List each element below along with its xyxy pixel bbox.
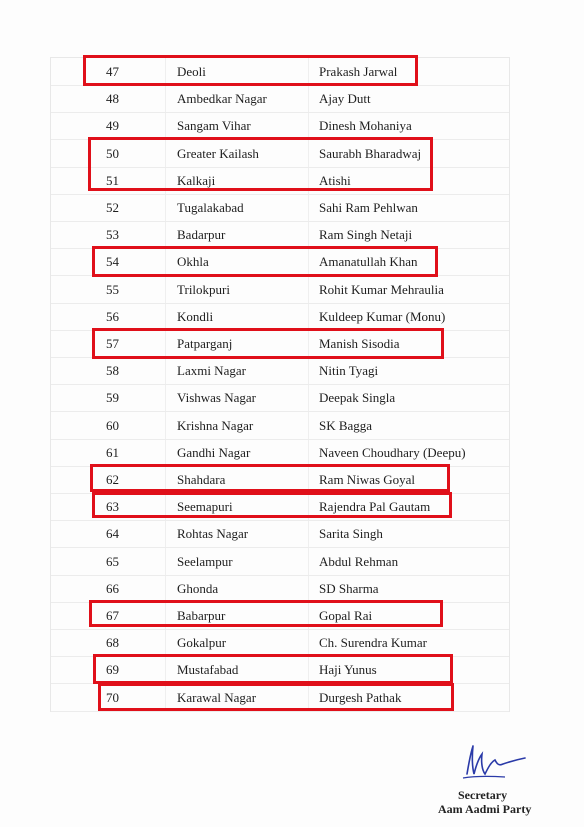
constituency-number: 53 — [106, 227, 119, 243]
highlight-box — [83, 55, 418, 86]
candidate-name: Prakash Jarwal — [319, 64, 398, 79]
candidate-name: Amanatullah Khan — [319, 254, 418, 270]
candidate-name: Haji Yunus — [319, 662, 377, 678]
constituency-name: Badarpur — [177, 227, 226, 243]
candidate-name: Sahi Ram Pehlwan — [319, 200, 418, 215]
table-row — [51, 194, 509, 222]
candidate-name: Ajay Dutt — [319, 91, 371, 107]
candidate-name: Gopal Rai — [319, 608, 373, 623]
constituency-name: Tugalakabad — [177, 200, 244, 215]
constituency-name: Babarpur — [177, 608, 226, 623]
constituency-number: 58 — [106, 363, 119, 379]
constituency-name: Shahdara — [177, 472, 226, 487]
constituency-number: 60 — [106, 417, 119, 433]
candidate-name: Abdul Rehman — [319, 553, 399, 569]
constituency-name: Kondli — [177, 308, 214, 324]
candidate-name: Naveen Choudhary (Deepu) — [319, 444, 466, 460]
candidate-name: Rajendra Pal Gautam — [319, 499, 431, 515]
constituency-name: Laxmi Nagar — [177, 363, 246, 379]
constituency-number: 54 — [106, 254, 119, 270]
constituency-name: Krishna Nagar — [177, 417, 254, 433]
table-row — [51, 548, 509, 576]
constituency-number: 48 — [106, 91, 119, 107]
table-row — [51, 85, 509, 113]
candidate-name: Durgesh Pathak — [319, 689, 402, 705]
candidate-name: Kuldeep Kumar (Monu) — [319, 308, 446, 324]
constituency-number: 47 — [106, 64, 119, 79]
candidate-name: SD Sharma — [319, 580, 379, 596]
constituency-name: Trilokpuri — [177, 281, 230, 297]
candidate-name: Ch. Surendra Kumar — [319, 635, 427, 651]
candidate-name: SK Bagga — [319, 417, 373, 433]
constituency-name: Patparganj — [177, 336, 233, 351]
table-row — [51, 303, 509, 331]
candidate-name: Saurabh Bharadwaj — [319, 145, 422, 161]
constituency-number: 56 — [106, 308, 119, 324]
table-row — [51, 439, 509, 467]
constituency-name: Seemapuri — [177, 499, 233, 515]
constituency-name: Seelampur — [177, 553, 233, 569]
constituency-number: 66 — [106, 580, 119, 596]
candidate-name: Rohit Kumar Mehraulia — [319, 281, 444, 297]
highlight-box — [90, 464, 450, 492]
constituency-number: 69 — [106, 662, 119, 678]
highlight-box — [92, 492, 452, 518]
constituency-name: Deoli — [177, 64, 206, 79]
constituency-name: Ghonda — [177, 580, 219, 596]
candidate-name: Deepak Singla — [319, 390, 396, 406]
constituency-number: 70 — [106, 689, 119, 705]
constituency-number: 65 — [106, 553, 119, 569]
highlight-box — [92, 246, 438, 277]
candidate-name: Dinesh Mohaniya — [319, 118, 412, 134]
highlight-box — [89, 600, 443, 627]
constituency-number: 59 — [106, 390, 119, 406]
highlight-box — [93, 654, 453, 684]
constituency-number: 57 — [106, 336, 119, 351]
constituency-name: Gokalpur — [177, 635, 227, 651]
constituency-name: Rohtas Nagar — [177, 526, 249, 542]
constituency-number: 62 — [106, 472, 119, 487]
constituency-number: 67 — [106, 608, 119, 623]
constituency-name: Ambedkar Nagar — [177, 91, 267, 107]
constituency-name: Greater Kailash — [177, 145, 259, 161]
table-row — [51, 575, 509, 603]
candidate-name: Sarita Singh — [319, 526, 383, 542]
table-row — [51, 221, 509, 249]
constituency-number: 63 — [106, 499, 119, 515]
constituency-number: 49 — [106, 118, 119, 134]
table-row — [51, 520, 509, 548]
constituency-number: 64 — [106, 526, 119, 542]
candidate-name: Atishi — [319, 172, 351, 188]
candidate-name: Manish Sisodia — [319, 336, 400, 351]
table-row — [51, 276, 509, 304]
candidate-name: Nitin Tyagi — [319, 363, 379, 379]
candidate-name: Ram Niwas Goyal — [319, 472, 416, 487]
constituency-number: 52 — [106, 200, 119, 215]
constituency-number: 51 — [106, 172, 119, 188]
highlight-box — [88, 137, 433, 191]
constituency-number: 55 — [106, 281, 119, 297]
table-row — [51, 629, 509, 657]
table-row — [51, 384, 509, 412]
constituency-name: Mustafabad — [177, 662, 239, 678]
constituency-name: Karawal Nagar — [177, 689, 257, 705]
constituency-name: Okhla — [177, 254, 209, 270]
constituency-name: Gandhi Nagar — [177, 444, 251, 460]
constituency-number: 68 — [106, 635, 119, 651]
constituency-name: Sangam Vihar — [177, 118, 251, 134]
signatory-title: Secretary — [458, 788, 508, 802]
constituency-name: Vishwas Nagar — [177, 390, 257, 406]
signatory-organization: Aam Aadmi Party — [438, 802, 532, 816]
constituency-number: 50 — [106, 145, 119, 161]
constituency-number: 61 — [106, 444, 119, 460]
candidate-name: Ram Singh Netaji — [319, 227, 413, 243]
highlight-box — [98, 683, 454, 711]
table-row — [51, 357, 509, 385]
constituency-name: Kalkaji — [177, 172, 216, 188]
signature-mark — [455, 740, 535, 788]
highlight-box — [92, 328, 444, 359]
table-row — [51, 412, 509, 440]
